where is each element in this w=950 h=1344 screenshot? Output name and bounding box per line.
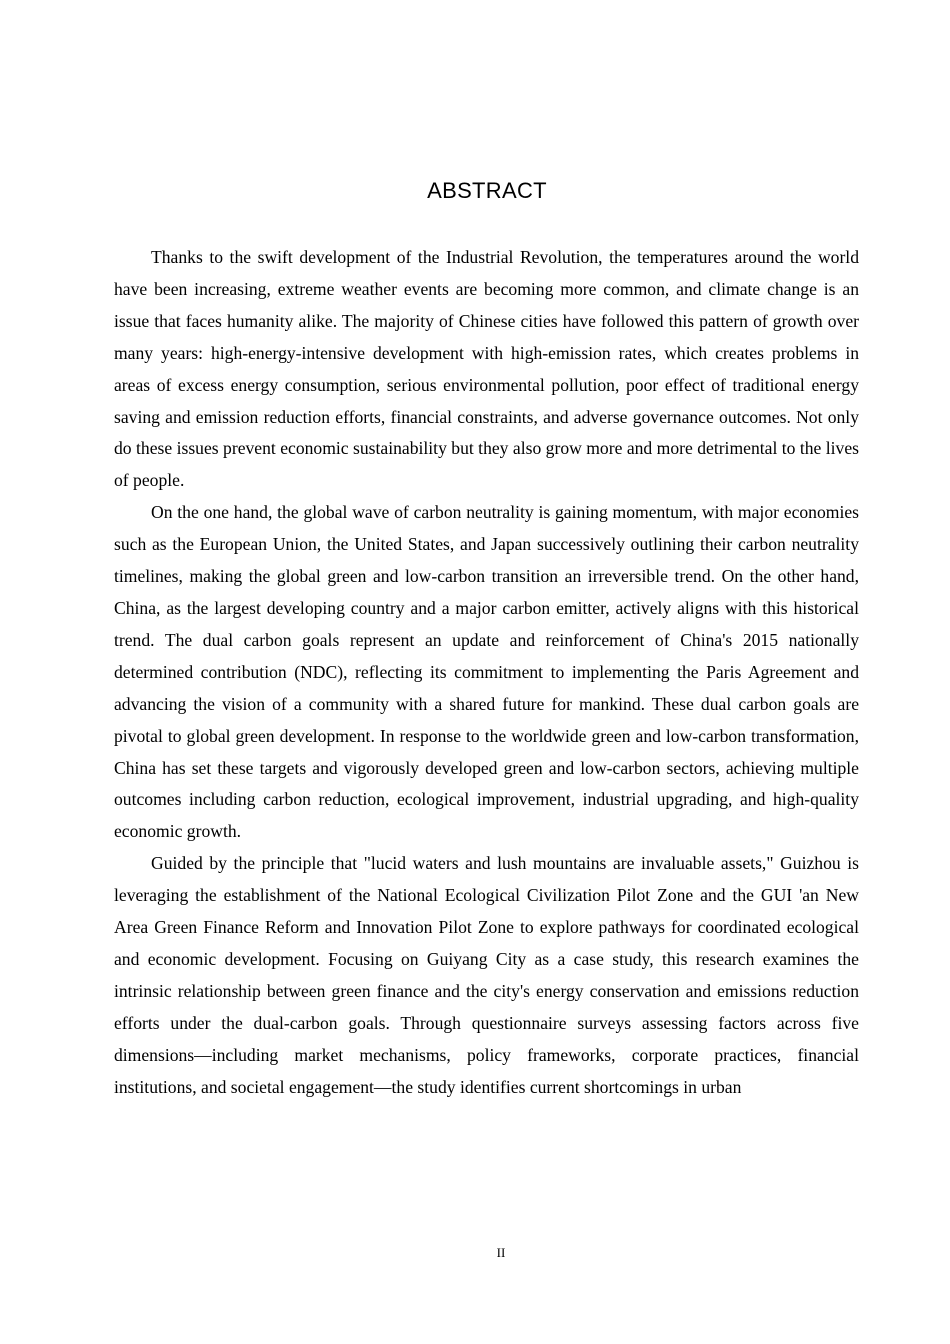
paragraph-3: Guided by the principle that "lucid waters and lush mountains are invaluable assets," Guizhou is leveraging the establishment of the National Ecological Civilization Pilot Zone and the GUI 'an New Area Green Finance Reform and Innovation Pilot Zone to explore pathways for coordinated ecological and economic development. Focusing on Guiyang City as a case study, this research examines the intrinsic relationship between green finance and the city's energy conservation and emissions reduction efforts under the dual-carbon goals. Through questionnaire surveys assessing factors across five dimensions—including market mechanisms, policy frameworks, corporate practices, financial institutions, and societal engagement—the study identifies current shortcomings in urban <box>114 853 859 1097</box>
page-number: II <box>496 1245 506 1260</box>
abstract-body <box>114 242 859 1103</box>
paragraph-1: Thanks to the swift development of the Industrial Revolution, the temperatures around the world have been increasing, extreme weather events are becoming more common, and climate change is an issue that faces humanity alike. The majority of Chinese cities have followed this pattern of growth over many years: high-energy-intensive development with high-emission rates, which creates problems in areas of excess energy consumption, serious environmental pollution, poor effect of traditional energy saving and emission reduction efforts, financial constraints, and adverse governance outcomes. Not only do these issues prevent economic sustainability but they also grow more and more detrimental to the lives of people. <box>114 247 859 491</box>
abstract-heading: ABSTRACT <box>427 178 547 203</box>
paragraph-2: On the one hand, the global wave of carbon neutrality is gaining momentum, with major economies such as the European Union, the United States, and Japan successively outlining their carbon neutrality timelines, making the global green and low-carbon transition an irreversible trend. On the other hand, China, as the largest developing country and a major carbon emitter, actively aligns with this historical trend. The dual carbon goals represent an update and reinforcement of China's 2015 nationally determined contribution (NDC), reflecting its commitment to implementing the Paris Agreement and advancing the vision of a community with a shared future for mankind. These dual carbon goals are pivotal to global green development. In response to the worldwide green and low-carbon transformation, China has set these targets and vigorously developed green and low-carbon sectors, achieving multiple outcomes including carbon reduction, ecological improvement, industrial upgrading, and high-quality economic growth. <box>114 502 859 842</box>
